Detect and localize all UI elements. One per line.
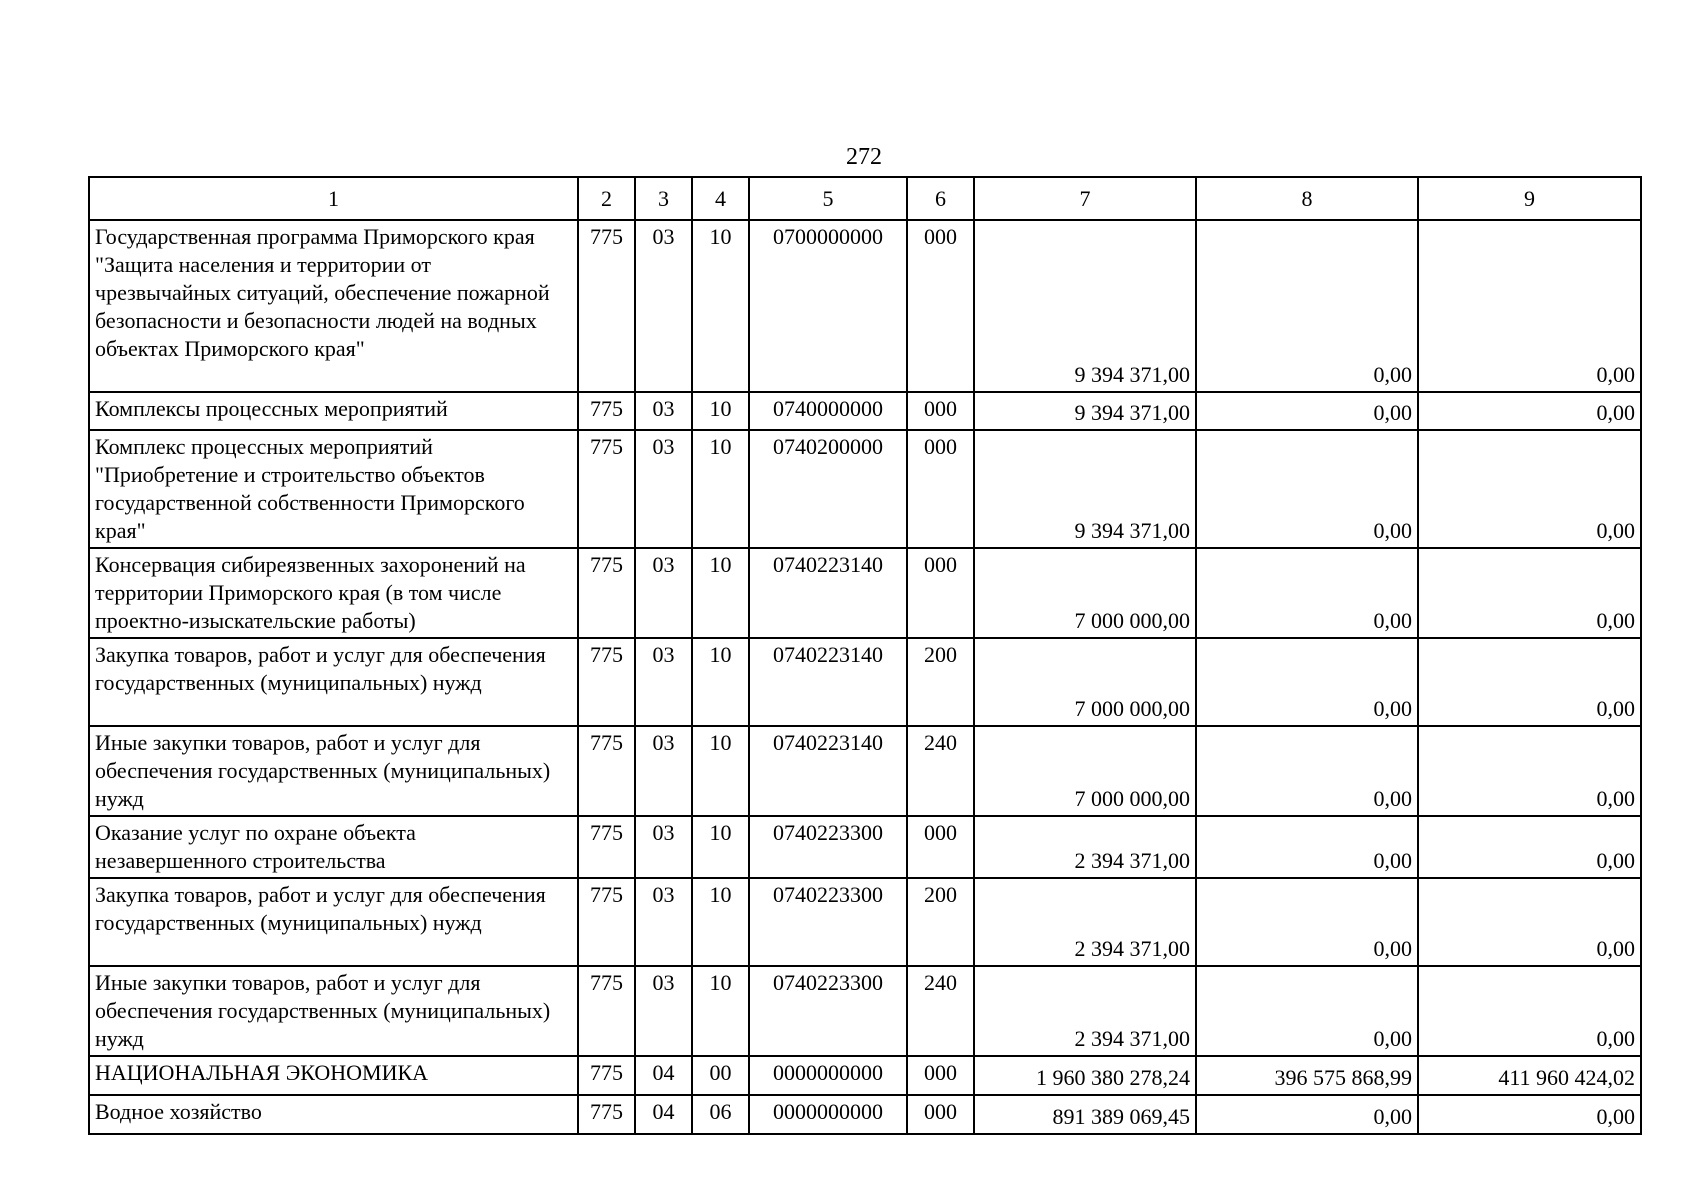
row-code-3: 04 (635, 1056, 692, 1095)
row-code-5: 0740223300 (749, 816, 907, 878)
row-code-5: 0740200000 (749, 430, 907, 548)
row-amount-9: 0,00 (1418, 726, 1641, 816)
row-name: Комплексы процессных мероприятий (89, 392, 578, 430)
row-amount-8: 0,00 (1196, 638, 1418, 726)
table-row (89, 548, 1641, 638)
table-row (89, 1095, 1641, 1134)
row-amount-7: 2 394 371,00 (974, 966, 1196, 1056)
row-code-4: 10 (692, 816, 749, 878)
page-number: 272 (846, 144, 882, 170)
row-amount-9: 0,00 (1418, 638, 1641, 726)
row-code-2: 775 (578, 638, 635, 726)
row-amount-7: 891 389 069,45 (974, 1095, 1196, 1134)
row-amount-9: 411 960 424,02 (1418, 1056, 1641, 1095)
row-code-4: 10 (692, 726, 749, 816)
row-code-3: 03 (635, 966, 692, 1056)
row-name: Закупка товаров, работ и услуг для обеспечения государственных (муниципальных) нужд (89, 638, 578, 726)
row-code-6: 200 (907, 878, 974, 966)
row-amount-7: 2 394 371,00 (974, 816, 1196, 878)
row-code-4: 10 (692, 966, 749, 1056)
row-code-6: 240 (907, 966, 974, 1056)
row-amount-8: 0,00 (1196, 878, 1418, 966)
row-code-5: 0740223300 (749, 878, 907, 966)
row-amount-9: 0,00 (1418, 548, 1641, 638)
row-name: Водное хозяйство (89, 1095, 578, 1134)
row-code-3: 03 (635, 220, 692, 392)
row-code-2: 775 (578, 220, 635, 392)
budget-table (88, 176, 1642, 1135)
row-code-4: 10 (692, 638, 749, 726)
row-code-2: 775 (578, 726, 635, 816)
row-name: Закупка товаров, работ и услуг для обеспечения государственных (муниципальных) нужд (89, 878, 578, 966)
row-code-6: 000 (907, 1056, 974, 1095)
row-amount-7: 1 960 380 278,24 (974, 1056, 1196, 1095)
row-amount-9: 0,00 (1418, 220, 1641, 392)
row-code-4: 00 (692, 1056, 749, 1095)
table-row (89, 878, 1641, 966)
row-code-4: 10 (692, 430, 749, 548)
row-code-5: 0000000000 (749, 1095, 907, 1134)
row-code-4: 10 (692, 392, 749, 430)
row-code-3: 03 (635, 726, 692, 816)
row-amount-9: 0,00 (1418, 966, 1641, 1056)
row-amount-8: 0,00 (1196, 1095, 1418, 1134)
row-amount-7: 7 000 000,00 (974, 726, 1196, 816)
row-code-5: 0740223300 (749, 966, 907, 1056)
row-code-3: 03 (635, 878, 692, 966)
row-code-6: 000 (907, 1095, 974, 1134)
row-amount-7: 7 000 000,00 (974, 548, 1196, 638)
row-code-4: 10 (692, 548, 749, 638)
table-row (89, 726, 1641, 816)
row-code-2: 775 (578, 816, 635, 878)
row-code-3: 03 (635, 638, 692, 726)
row-amount-9: 0,00 (1418, 816, 1641, 878)
row-code-2: 775 (578, 966, 635, 1056)
row-name: Государственная программа Приморского края "Защита населения и территории от чрезвычайных ситуаций, обеспечение пожарной безопасности и безопасности людей на водных объектах Приморского края" (89, 220, 578, 392)
row-name: Иные закупки товаров, работ и услуг для обеспечения государственных (муниципальных) нужд (89, 726, 578, 816)
row-amount-7: 7 000 000,00 (974, 638, 1196, 726)
row-code-6: 200 (907, 638, 974, 726)
table-row (89, 638, 1641, 726)
row-amount-8: 0,00 (1196, 726, 1418, 816)
row-code-3: 03 (635, 816, 692, 878)
row-code-2: 775 (578, 392, 635, 430)
row-amount-9: 0,00 (1418, 430, 1641, 548)
row-code-4: 10 (692, 220, 749, 392)
row-code-6: 240 (907, 726, 974, 816)
row-code-3: 03 (635, 548, 692, 638)
row-code-4: 06 (692, 1095, 749, 1134)
column-header: 7 (974, 177, 1196, 220)
column-header: 2 (578, 177, 635, 220)
row-name: Комплекс процессных мероприятий "Приобретение и строительство объектов государственной собственности Приморского края" (89, 430, 578, 548)
row-code-5: 0740223140 (749, 726, 907, 816)
row-code-6: 000 (907, 548, 974, 638)
column-header: 5 (749, 177, 907, 220)
row-code-6: 000 (907, 220, 974, 392)
table-row (89, 1056, 1641, 1095)
row-amount-9: 0,00 (1418, 1095, 1641, 1134)
row-code-5: 0740223140 (749, 638, 907, 726)
row-code-5: 0740000000 (749, 392, 907, 430)
column-header: 9 (1418, 177, 1641, 220)
row-code-4: 10 (692, 878, 749, 966)
row-code-3: 04 (635, 1095, 692, 1134)
column-header: 6 (907, 177, 974, 220)
row-code-2: 775 (578, 430, 635, 548)
row-name: Иные закупки товаров, работ и услуг для обеспечения государственных (муниципальных) нужд (89, 966, 578, 1056)
row-amount-8: 0,00 (1196, 220, 1418, 392)
row-code-2: 775 (578, 548, 635, 638)
column-header: 4 (692, 177, 749, 220)
row-amount-8: 0,00 (1196, 430, 1418, 548)
column-header: 3 (635, 177, 692, 220)
row-code-5: 0000000000 (749, 1056, 907, 1095)
row-code-2: 775 (578, 878, 635, 966)
row-amount-8: 0,00 (1196, 392, 1418, 430)
column-header: 8 (1196, 177, 1418, 220)
column-header: 1 (89, 177, 578, 220)
table-row (89, 220, 1641, 392)
row-amount-8: 0,00 (1196, 548, 1418, 638)
row-code-5: 0700000000 (749, 220, 907, 392)
row-amount-8: 396 575 868,99 (1196, 1056, 1418, 1095)
row-code-3: 03 (635, 392, 692, 430)
row-code-6: 000 (907, 430, 974, 548)
row-code-5: 0740223140 (749, 548, 907, 638)
row-amount-7: 9 394 371,00 (974, 392, 1196, 430)
header-row (89, 177, 1641, 220)
row-amount-9: 0,00 (1418, 878, 1641, 966)
table-row (89, 966, 1641, 1056)
row-code-2: 775 (578, 1056, 635, 1095)
row-amount-7: 2 394 371,00 (974, 878, 1196, 966)
row-name: НАЦИОНАЛЬНАЯ ЭКОНОМИКА (89, 1056, 578, 1095)
row-amount-7: 9 394 371,00 (974, 220, 1196, 392)
row-name: Оказание услуг по охране объекта незавершенного строительства (89, 816, 578, 878)
table-row (89, 392, 1641, 430)
table-row (89, 430, 1641, 548)
row-amount-7: 9 394 371,00 (974, 430, 1196, 548)
row-code-6: 000 (907, 392, 974, 430)
row-name: Консервация сибиреязвенных захоронений на территории Приморского края (в том числе проектно-изыскательские работы) (89, 548, 578, 638)
row-amount-9: 0,00 (1418, 392, 1641, 430)
row-amount-8: 0,00 (1196, 966, 1418, 1056)
row-amount-8: 0,00 (1196, 816, 1418, 878)
table-row (89, 816, 1641, 878)
row-code-3: 03 (635, 430, 692, 548)
row-code-6: 000 (907, 816, 974, 878)
row-code-2: 775 (578, 1095, 635, 1134)
